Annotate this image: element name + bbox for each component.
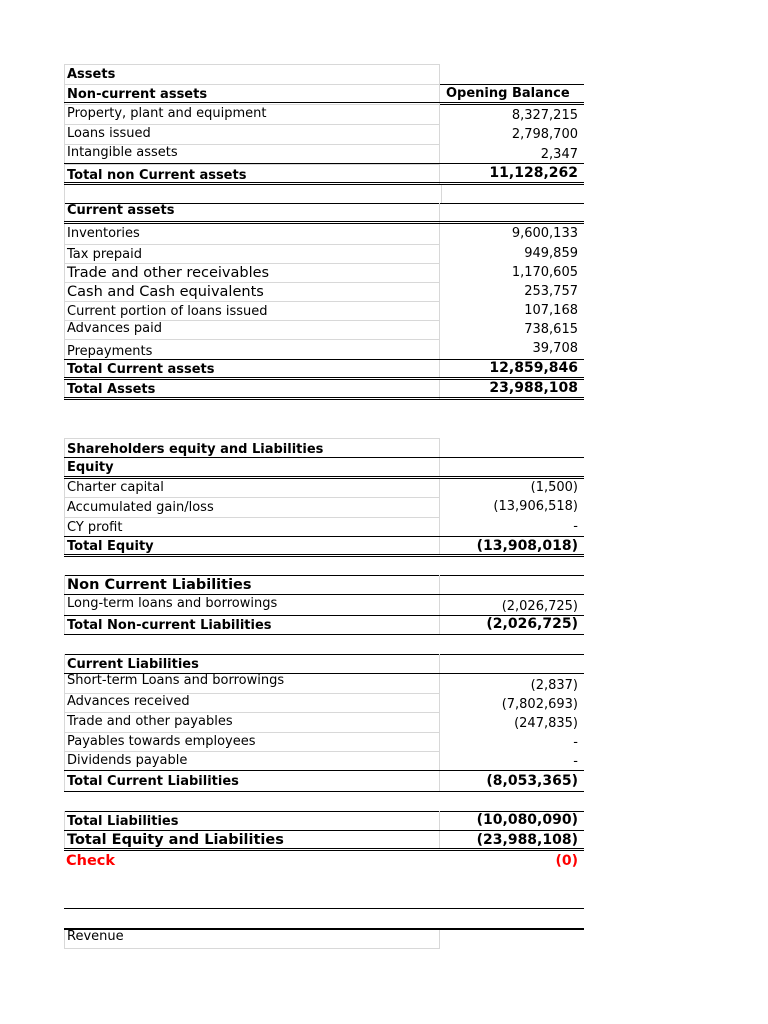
total-label: Total Liabilities [64,811,440,830]
row-value: 8,327,215 [511,108,578,123]
check-value: (0) [555,853,578,869]
total-value: (23,988,108) [476,832,578,848]
row-value: 39,708 [532,341,578,356]
row-value: (1,500) [530,480,578,495]
total-label: Total Current assets [64,360,440,378]
row-value: - [573,519,578,534]
row-value: - [573,754,578,769]
divider [64,554,584,557]
assets-title: Assets [64,64,440,84]
row-value: (247,835) [514,716,578,731]
total-value: 12,859,846 [489,360,578,376]
revenue-label: Revenue [64,930,440,949]
divider [64,634,584,635]
row-value: (2,837) [530,678,578,693]
total-noncurrent-row [64,164,584,184]
row-label: Charter capital [64,479,440,497]
total-liabilities-row [64,811,584,830]
table-row [64,282,584,301]
total-value: (13,908,018) [476,538,578,554]
row-value: (2,026,725) [501,599,578,614]
row-label: Short-term Loans and borrowings [64,674,440,693]
total-label: Total Non-current Liabilities [64,616,440,634]
total-value: 23,988,108 [489,380,578,396]
total-ncl-row [64,616,584,634]
table-row [64,674,584,693]
row-label: CY profit [64,517,440,536]
noncurrent-header: Non-current assets [64,84,440,104]
total-label: Total Current Liabilities [64,771,440,791]
row-label: Property, plant and equipment [64,104,440,124]
table-row [64,104,584,124]
row-label: Long-term loans and borrowings [64,595,440,615]
row-value: 107,168 [524,303,578,318]
table-row [64,751,584,770]
divider [64,908,584,909]
row-label: Current portion of loans issued [64,301,440,320]
row-value: 949,859 [524,246,578,261]
ncl-header: Non Current Liabilities [64,575,440,595]
table-row [64,301,584,320]
total-label: Total Equity and Liabilities [64,831,440,849]
row-label: Prepayments [64,339,440,359]
check-row [64,851,584,871]
total-cl-row [64,771,584,791]
total-label: Total Assets [64,380,440,399]
row-label: Cash and Cash equivalents [64,282,440,301]
table-row [64,263,584,282]
assets-title-row [64,64,584,84]
total-label: Total Equity [64,537,440,555]
row-label: Loans issued [64,124,440,144]
total-value: 11,128,262 [489,165,578,181]
row-label: Advances paid [64,320,440,339]
table-row [64,712,584,732]
row-value: 253,757 [524,284,578,299]
row-label: Trade and other payables [64,712,440,732]
total-value: (10,080,090) [476,812,578,828]
revenue-row [64,930,584,950]
current-header: Current assets [64,203,440,223]
total-label: Total non Current assets [64,164,440,184]
row-value: 2,798,700 [511,127,578,142]
table-row [64,144,584,163]
spacer-row [64,185,584,203]
row-label: Inventories [64,224,440,244]
row-value: (7,802,693) [501,697,578,712]
liabilities-title: Shareholders equity and Liabilities [64,438,440,458]
divider [64,791,584,792]
liabilities-title-row [64,438,584,458]
total-current-row [64,360,584,378]
row-value: 1,170,605 [511,265,578,280]
row-label: Intangible assets [64,144,440,163]
table-row [64,732,584,751]
row-value: - [573,735,578,750]
current-header-row [64,203,584,223]
table-row [64,595,584,615]
total-value: (2,026,725) [486,616,578,632]
table-row [64,479,584,497]
row-label: Payables towards employees [64,732,440,751]
opening-balance-header: Opening Balance [446,86,570,101]
divider [64,397,584,400]
row-label: Dividends payable [64,751,440,770]
total-eq-liab-row [64,831,584,849]
table-row [64,124,584,144]
ncl-header-row [64,575,584,595]
table-row [64,339,584,359]
row-label: Accumulated gain/loss [64,497,440,517]
row-label: Trade and other receivables [64,263,440,282]
row-value: 738,615 [524,322,578,337]
row-label: Advances received [64,693,440,712]
table-row [64,517,584,536]
table-row [64,693,584,712]
row-value: 2,347 [540,147,578,162]
row-label: Tax prepaid [64,244,440,263]
table-row [64,497,584,517]
total-value: (8,053,365) [486,773,578,789]
noncurrent-header-row [64,84,584,104]
table-row [64,224,584,244]
check-label: Check [66,853,116,869]
row-value: (13,906,518) [493,499,578,514]
total-equity-row [64,537,584,555]
cl-header-row [64,654,584,674]
cl-header: Current Liabilities [64,654,440,674]
equity-header-row [64,458,584,477]
row-value: 9,600,133 [511,226,578,241]
equity-header: Equity [64,458,440,477]
table-row [64,320,584,339]
table-row [64,244,584,263]
